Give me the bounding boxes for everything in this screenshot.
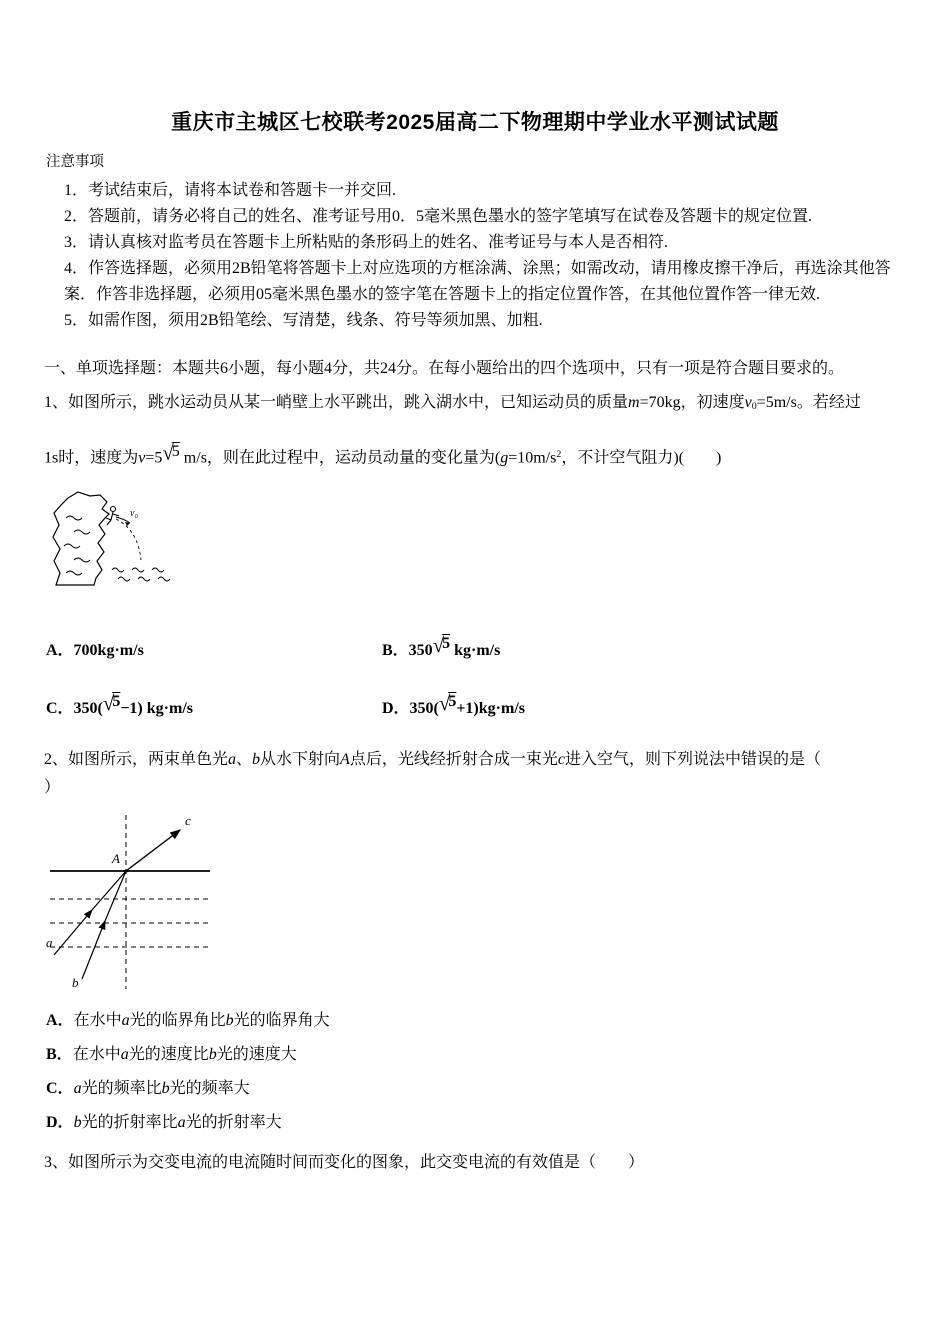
cliff-diver-figure <box>50 488 200 598</box>
label-A: A <box>112 850 120 866</box>
wave-row-2 <box>118 577 170 581</box>
trajectory-path <box>116 519 141 560</box>
question-1-option-c: C．350(√5−1) kg·m/s <box>46 691 193 717</box>
point-A-dot <box>124 869 127 872</box>
question-2-line-2: ） <box>44 778 61 796</box>
notice-item-2: 2．答题前，请务必将自己的姓名、准考证号用0．5毫米黑色墨水的签字笔填写在试卷及答题卡的规定位置. <box>64 208 813 225</box>
label-c: c <box>185 812 191 828</box>
question-2 <box>44 747 906 1134</box>
notice-item-5: 5．如需作图，须用2B铅笔绘、写清楚，线条、符号等须加黑、加粗. <box>64 312 543 329</box>
ray-b-segment-1 <box>82 921 105 979</box>
notice-section <box>44 150 906 334</box>
v0-label: v₀ <box>130 507 138 519</box>
water-waves <box>112 568 170 581</box>
question-1-option-a: A．700kg·m/s <box>46 641 144 659</box>
question-2-option-d: D．b光的折射率比a光的折射率大 <box>46 1113 282 1131</box>
question-3-line-1: 3、如图所示为交变电流的电流随时间而变化的图象，此交变电流的有效值是（ ） <box>44 1153 645 1171</box>
refraction-figure <box>44 809 216 995</box>
question-2-figure <box>44 809 906 1000</box>
question-2-option-c: C．a光的频率比b光的频率大 <box>46 1079 250 1097</box>
label-b: b <box>72 974 79 990</box>
ray-a-segment-2 <box>92 871 126 910</box>
ray-c-line <box>126 830 180 871</box>
question-2-options <box>44 1010 906 1134</box>
notice-item-4: 4．作答选择题，必须用2B铅笔将答题卡上对应选项的方框涂满、涂黑；如需改动，请用橡皮擦干净后，再选涂其他答案．作答非选择题，必须用05毫米黑色墨水的签字笔在答题卡上的指定位置作答，在其他位置作答一律无效. <box>64 260 891 303</box>
notice-item-1: 1．考试结束后，请将本试卷和答题卡一并交回. <box>64 182 397 199</box>
cliff-outline <box>53 492 109 585</box>
question-2-option-a: A．在水中a光的临界角比b光的临界角大 <box>46 1011 330 1029</box>
question-2-option-b: B．在水中a光的速度比b光的速度大 <box>46 1045 297 1063</box>
wave-row-1 <box>112 568 164 572</box>
diver-head <box>111 506 116 511</box>
question-1-line-2: 1s时，速度为v=5√5 m/s，则在此过程中，运动员动量的变化量为($g=10m/s^2$，不计空气阻力)( ) <box>44 441 722 467</box>
question-1-options <box>46 633 906 721</box>
question-1-figure <box>50 488 906 603</box>
question-1-option-b: B．350√5 kg·m/s <box>382 633 501 659</box>
question-1-option-d: D．350(√5+1)kg·m/s <box>382 691 525 717</box>
ray-a <box>54 871 126 955</box>
section-one-heading: 一、单项选择题：本题共6小题，每小题4分，共24分。在每小题给出的四个选项中，只有一项是符合题目要求的。 <box>44 360 845 377</box>
question-3 <box>44 1150 906 1176</box>
document-title: 重庆市主城区七校联考2025届高二下物理期中学业水平测试试题 <box>171 111 779 134</box>
label-a: a <box>46 934 53 950</box>
notice-heading: 注意事项 <box>46 154 104 170</box>
rock-hatching <box>64 516 90 575</box>
ray-b <box>82 871 126 979</box>
question-1 <box>44 390 906 721</box>
notice-item-3: 3．请认真核对监考员在答题卡上所粘贴的条形码上的姓名、准考证号与本人是否相符. <box>64 234 669 251</box>
question-1-line-1: 1、如图所示，跳水运动员从某一峭壁上水平跳出，跳入湖水中，已知运动员的质量m=70kg，初速度$v_0=5m/s$。若经过 <box>44 394 861 413</box>
ray-c <box>126 830 180 871</box>
ray-a-segment-1 <box>54 910 92 955</box>
question-2-line-1: 2、如图所示，两束单色光a、b从水下射向A点后，光线经折射合成一束光c进入空气，则下列说法中错误的是（ <box>44 750 821 768</box>
cliff-group <box>53 492 109 585</box>
ray-b-segment-2 <box>105 871 126 921</box>
